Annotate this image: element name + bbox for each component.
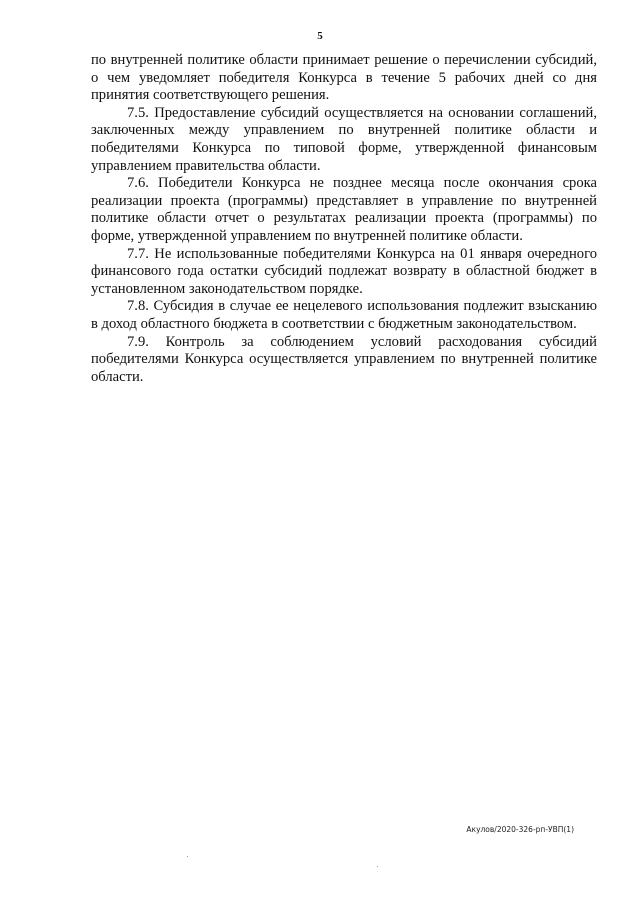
paragraph-7-7: 7.7. Не использованные победителями Конкурса на 01 января очередного финансового года остатки субсидий подлежат возврату в областной бюджет в установленном законодательством порядке.: [91, 245, 597, 297]
document-body: [91, 52, 597, 386]
paragraph-7-6: 7.6. Победители Конкурса не позднее месяца после окончания срока реализации проекта (программы) представляет в управление по внутренней политике области отчет о результатах реализации проекта (программы) по форме, утвержденной управлением по внутренней политике области.: [91, 175, 597, 244]
document-reference-code: Акулов/2020-326-рп-УВП(1): [466, 825, 574, 834]
scan-speck: [187, 856, 188, 857]
paragraph-7-8: 7.8. Субсидия в случае ее нецелевого использования подлежит взысканию в доход областного бюджета в соответствии с бюджетным законодательством.: [91, 298, 597, 332]
page-number: 5: [317, 30, 323, 42]
paragraph-7-9: 7.9. Контроль за соблюдением условий расходования субсидий победителями Конкурса осуществляется управлением по внутренней политике области.: [91, 333, 597, 385]
paragraph-continuation: по внутренней политике области принимает решение о перечислении субсидий, о чем уведомляет победителя Конкурса в течение 5 рабочих дней со дня принятия соответствующего решения.: [91, 52, 597, 104]
scan-speck: [377, 866, 378, 867]
paragraph-7-5: 7.5. Предоставление субсидий осуществляется на основании соглашений, заключенных между управлением по внутренней политике области и победителями Конкурса по типовой форме, утвержденной финансовым управлением правительства области.: [91, 104, 597, 174]
